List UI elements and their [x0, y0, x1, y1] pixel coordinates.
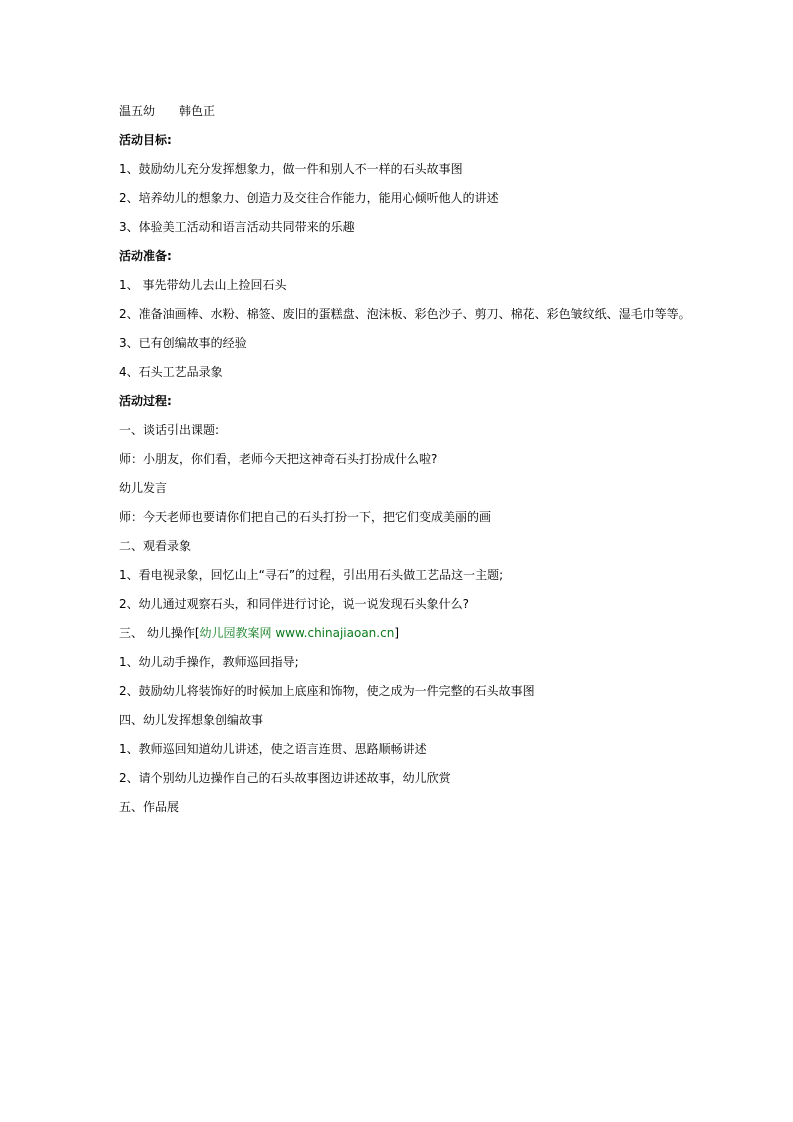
process-line: 2、请个别幼儿边操作自己的石头故事图边讲述故事，幼儿欣赏	[119, 771, 451, 785]
document-body	[119, 100, 719, 825]
prep-item: 1、 事先带幼儿去山上捡回石头	[119, 278, 287, 292]
goal-item: 2、培养幼儿的想象力、创造力及交往合作能力，能用心倾听他人的讲述	[119, 191, 499, 205]
process-line: 五、作品展	[119, 800, 180, 814]
process-line: 1、看电视录象，回忆山上“寻石”的过程，引出用石头做工艺品这一主题;	[119, 568, 504, 582]
process-line: 幼儿发言	[119, 481, 168, 495]
website-link[interactable]: 幼儿园教案网 www.chinajiaoan.cn	[199, 626, 395, 640]
process-line: 1、幼儿动手操作，教师巡回指导;	[119, 655, 299, 669]
section-three-line	[119, 622, 719, 651]
process-line: 二、观看录象	[119, 539, 192, 553]
process-line: 师：今天老师也要请你们把自己的石头打扮一下，把它们变成美丽的画	[119, 510, 492, 524]
process-line: 四、幼儿发挥想象创编故事	[119, 713, 264, 727]
prep-item: 4、石头工艺品录象	[119, 365, 223, 379]
process-line: 师：小朋友，你们看，老师今天把这神奇石头打扮成什么啦?	[119, 452, 438, 466]
process-heading: 活动过程:	[119, 394, 172, 408]
process-line: 一、谈话引出课题:	[119, 423, 220, 437]
prep-item: 2、准备油画棒、水粉、棉签、废旧的蛋糕盘、泡沫板、彩色沙子、剪刀、棉花、彩色皱纹纸、湿毛巾等等。	[119, 307, 691, 321]
goals-heading: 活动目标:	[119, 133, 172, 147]
header-line	[119, 100, 719, 129]
section-three-suffix: ]	[394, 626, 399, 640]
section-three-prefix: 三、 幼儿操作[	[119, 626, 200, 640]
author-name: 韩色正	[179, 104, 216, 118]
prep-item: 3、已有创编故事的经验	[119, 336, 247, 350]
goal-item: 1、鼓励幼儿充分发挥想象力，做一件和别人不一样的石头故事图	[119, 162, 463, 176]
process-line: 2、幼儿通过观察石头，和同伴进行讨论，说一说发现石头象什么?	[119, 597, 470, 611]
class-name: 温五幼	[119, 104, 156, 118]
prep-heading: 活动准备:	[119, 249, 172, 263]
process-line: 2、鼓励幼儿将装饰好的时候加上底座和饰物，使之成为一件完整的石头故事图	[119, 684, 535, 698]
process-line: 1、教师巡回知道幼儿讲述，使之语言连贯、思路顺畅讲述	[119, 742, 427, 756]
goal-item: 3、体验美工活动和语言活动共同带来的乐趣	[119, 220, 355, 234]
